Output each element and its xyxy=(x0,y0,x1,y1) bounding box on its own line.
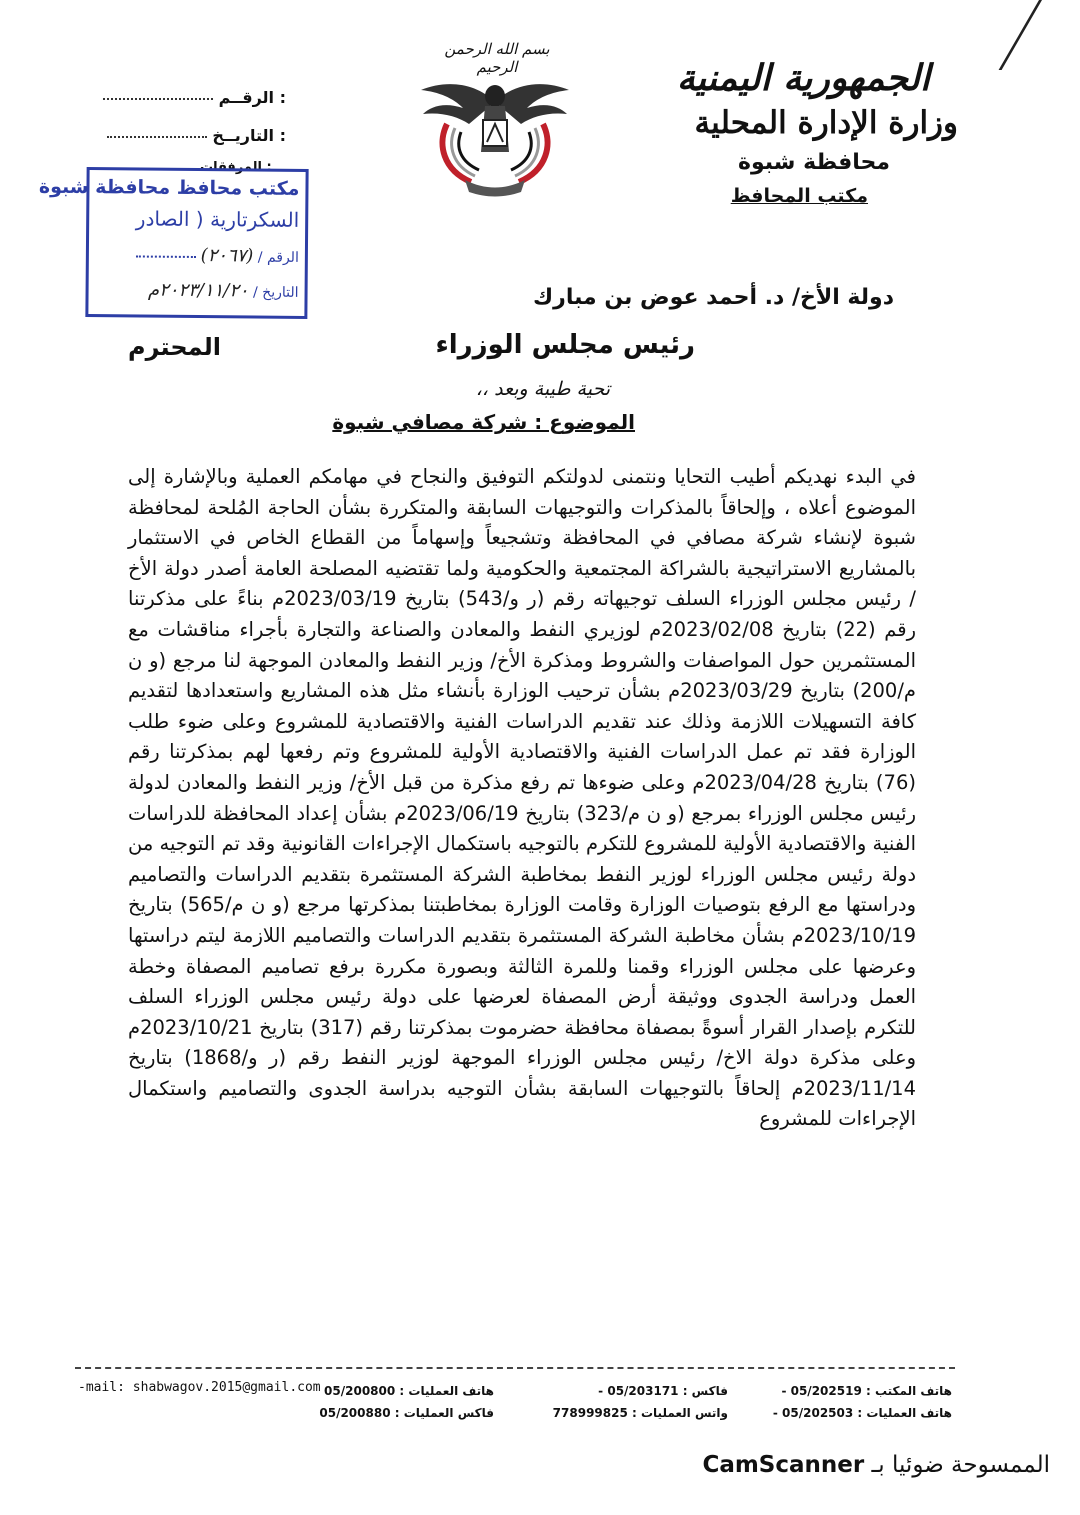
ref-date-field xyxy=(86,126,286,145)
footer-ops-phone: هاتف العمليات : 05/202503 - xyxy=(772,1406,952,1420)
republic-name: الجمهورية اليمنية xyxy=(676,57,930,99)
stamp-date-label: التاريخ / xyxy=(252,284,299,301)
stamp-date-row xyxy=(88,265,304,302)
letterhead xyxy=(590,55,958,211)
footer-divider xyxy=(75,1367,955,1369)
stamp-number-dots xyxy=(136,255,196,258)
camscanner-watermark xyxy=(702,1452,1050,1478)
honorific: المحترم xyxy=(128,333,221,361)
footer-office-phone: هاتف المكتب : 05/202519 - xyxy=(781,1384,952,1398)
governorate-name: محافظة شبوة xyxy=(738,150,890,175)
footer-email: -mail: shabwagov.2015@gmail.com xyxy=(78,1380,321,1395)
office-name: مكتب المحافظ xyxy=(730,185,868,207)
stamp-secretariat-line: السكرتارية ( الصادر xyxy=(135,206,300,232)
outgoing-registry-stamp xyxy=(38,167,308,319)
stamp-number-label: الرقم / xyxy=(257,249,299,266)
ref-date-dots xyxy=(107,136,207,138)
footer-whatsapp-ops: واتس العمليات : 778999825 xyxy=(552,1406,728,1420)
letter-body: في البدء نهديكم أطيب التحايا ونتمنى لدولتكم التوفيق والنجاح في مهامكم العملية وبالإشارة إلى الموضوع أعلاه ، وإلحاقاً بالمذكرات والتوجيهات السابقة والمتكررة بشأن الحاجة المُلحة لمحافظة شبوة لإنشاء شركة مصافي في المحافظة وتشجيعاً وإسهاماً من القطاع الخاص في الاستثمار بالمشاريع الاستراتيجية بالشراكة المجتمعية والحكومية ولما تقتضيه المصلحة العامة أصدر دولة الأخ / رئيس مجلس الوزراء السلف توجيهاته رقم (ر و/543) بتاريخ 2023/03/19م بناءً على مذكرتنا رقم (22) بتاريخ 2023/02/08م لوزيري النفط والمعادن والصناعة والتجارة بأجراء مناقشات مع المستثمرين حول المواصفات والشروط ومذكرة الأخ/ وزير النفط والمعادن الموجهة لنا مرجع (و ن م/200) بتاريخ 2023/03/29م بشأن ترحيب الوزارة بأنشاء مثل هذه المشاريع واستعدادها لتقديم كافة التسهيلات اللازمة وذلك عند تقديم الدراسات الفنية والاقتصادية للمشروع وعلى ضوء طلب الوزارة فقد تم عمل الدراسات الفنية والاقتصادية الأولية للمشروع وتم رفعها لهم بمذكرتنا رقم (76) بتاريخ 2023/04/28م وعلى ضوءها تم رفع مذكرة من قبل الأخ/ وزير النفط والمعادن لدولة رئيس مجلس الوزراء بمرجع (و ن م/323) بتاريخ 2023/06/19م بشأن إعداد المحافظة للدراسات الفنية والاقتصادية الأولية للمشروع للتكرم بالتوجيه باستكمال الإجراءات القانونية وقد تم التوجيه من دولة رئيس مجلس الوزراء لوزير النفط بمخاطبة الشركة المستثمرة بتقديم الدراسات والتصاميم ودراستها مع الرفع بتوصيات الوزارة وقامت الوزارة بمخاطبتنا بمذكرتها مرجع (و ن م/565) بتاريخ 2023/10/19م بشأن مخاطبة الشركة المستثمرة بتقديم الدراسات والتصاميم اللازمة ليتم دراستها وعرضها على مجلس الوزراء وقمنا وللمرة الثالثة وبصورة مكررة برفع تصاميم المصفاة وخطة العمل ودراسة الجدوى ووثيقة أرض المصفاة لعرضها على دولة رئيس مجلس الوزراء السلف للتكرم بإصدار القرار أسوةً بمصفاة محافظة حضرموت بمذكرتنا رقم (317) بتاريخ 2023/10/21م وعلى مذكرة دولة الاخ/ رئيس مجلس الوزراء الموجهة لوزير النفط رقم (ر و/1868) بتاريخ 2023/11/14م إلحاقاً بالتوجيهات السابقة بشأن التوجيه بدراسة الجدوى والتصاميم واستكمال الإجراءات للمشروع xyxy=(128,465,917,1131)
ref-number-label: : الرقــم xyxy=(218,88,286,107)
footer-ops-phone-2: هاتف العمليات : 05/200800 xyxy=(324,1384,494,1398)
stamp-number-value: (٢٠٦٧) xyxy=(200,245,254,267)
ref-number-dots xyxy=(103,98,213,100)
page-edge-shadow xyxy=(999,0,1080,70)
ministry-name: وزارة الإدارة المحلية xyxy=(694,105,958,141)
addressee-name: دولة الأخ/ د. أحمد عوض بن مبارك xyxy=(532,285,894,310)
ref-attachments-label: : المرفقات xyxy=(200,160,272,175)
stamp-date-value: ٢٠٢٣/١١/٢٠م xyxy=(147,279,249,302)
scanner-brand: CamScanner xyxy=(702,1452,865,1478)
footer-fax: فاكس : 05/203171 - xyxy=(598,1384,728,1398)
greeting: تحية طيبة وبعد ،، xyxy=(475,378,610,400)
subject-line: الموضوع : شركة مصافي شبوة xyxy=(332,410,635,434)
stamp-office-line: مكتب محافظ محافظة شبوة xyxy=(38,175,300,200)
addressee-title: رئيس مجلس الوزراء xyxy=(435,330,695,360)
basmala: بسم الله الرحمن الرحيم xyxy=(444,40,550,76)
stamp-number-row xyxy=(89,230,305,267)
footer-ops-fax: فاكس العمليات : 05/200880 xyxy=(319,1406,494,1420)
yemen-emblem-icon xyxy=(415,62,575,197)
ref-date-label: : التاريــخ xyxy=(212,126,286,145)
scanner-label: الممسوحة ضوئيا بـ xyxy=(871,1452,1050,1478)
ref-number-field xyxy=(86,88,286,107)
